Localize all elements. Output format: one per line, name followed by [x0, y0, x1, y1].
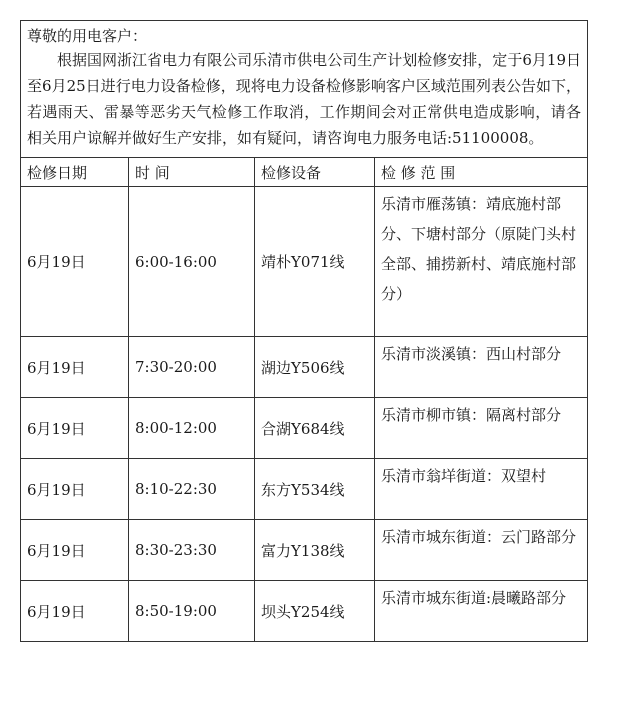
- device-cell: 富力Y138线: [255, 520, 375, 581]
- greeting: 尊敬的用电客户：: [27, 27, 148, 45]
- table-row: [21, 337, 588, 398]
- intro-cell: [21, 21, 588, 158]
- range-cell: 乐清市淡溪镇：西山村部分: [375, 337, 588, 398]
- date-cell: 6月19日: [21, 520, 129, 581]
- date-cell: 6月19日: [21, 337, 129, 398]
- time-cell: 8:10-22:30: [129, 459, 255, 520]
- time-cell: 6:00-16:00: [129, 187, 255, 337]
- time-cell: 8:30-23:30: [129, 520, 255, 581]
- device-cell: 东方Y534线: [255, 459, 375, 520]
- date-cell: 6月19日: [21, 581, 129, 642]
- range-cell: 乐清市翁垟街道：双望村: [375, 459, 588, 520]
- table-header-row: [21, 158, 588, 187]
- header-time: 时 间: [129, 158, 255, 187]
- table-row: [21, 398, 588, 459]
- table-row: [21, 520, 588, 581]
- device-cell: 坝头Y254线: [255, 581, 375, 642]
- notice-body: 根据国网浙江省电力有限公司乐清市供电公司生产计划检修安排，定于6月19日至6月25日进行电力设备检修，现将电力设备检修影响客户区域范围列表公告如下，若遇雨天、雷暴等恶劣天气检修工作取消，工作期间会对正常供电造成影响，请各相关用户谅解并做好生产安排，如有疑问，请咨询电力服务电话:51100008。: [27, 51, 581, 147]
- time-cell: 7:30-20:00: [129, 337, 255, 398]
- table-row: [21, 581, 588, 642]
- table-row: [21, 187, 588, 337]
- header-device: 检修设备: [255, 158, 375, 187]
- device-cell: 靖朴Y071线: [255, 187, 375, 337]
- header-range: 检 修 范 围: [375, 158, 588, 187]
- header-date: 检修日期: [21, 158, 129, 187]
- device-cell: 湖边Y506线: [255, 337, 375, 398]
- time-cell: 8:50-19:00: [129, 581, 255, 642]
- range-cell: 乐清市城东街道：云门路部分: [375, 520, 588, 581]
- maintenance-notice: [20, 20, 588, 720]
- intro-row: [21, 21, 588, 158]
- notice-table: [20, 20, 588, 642]
- device-cell: 合湖Y684线: [255, 398, 375, 459]
- date-cell: 6月19日: [21, 459, 129, 520]
- time-cell: 8:00-12:00: [129, 398, 255, 459]
- range-cell: 乐清市雁荡镇：靖底施村部分、下塘村部分（原陡门头村全部、捕捞新村、靖底施村部分）: [375, 187, 588, 337]
- date-cell: 6月19日: [21, 187, 129, 337]
- range-cell: 乐清市城东街道:晨曦路部分: [375, 581, 588, 642]
- date-cell: 6月19日: [21, 398, 129, 459]
- table-row: [21, 459, 588, 520]
- range-cell: 乐清市柳市镇：隔离村部分: [375, 398, 588, 459]
